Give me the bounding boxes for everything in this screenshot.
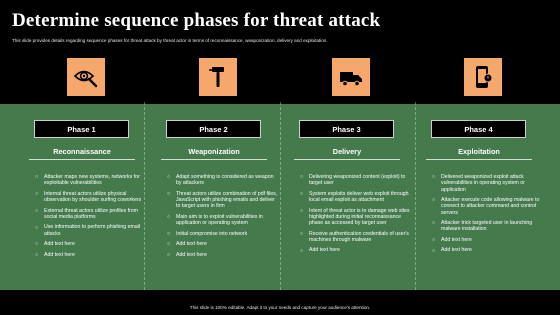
list-item: ○ Delivered weaponized exploit attack vulnerabilities in operating system or application — [432, 174, 525, 193]
list-item: ○ Main aim is to exploit vulnerabilities in application or operating system — [167, 213, 263, 227]
list-item: ○ Threat actors utilize combination of pdf files, JavaScript with phishing emails and deliver to target users in firm — [167, 190, 278, 210]
list-item: ○ Add text here — [432, 236, 472, 244]
list-item: ○ Attacker trick targeted user in launching malware installation — [432, 220, 533, 233]
list-item: ○ Receive authentication credentials of user's machines through malware — [300, 230, 409, 243]
slide-subtitle: This slide provides details regarding sequence phases for threat attack by threat actor in terms of reconnaissance, weaponization, delivery and exploitation. — [12, 38, 328, 43]
phase-1-rule — [29, 159, 135, 160]
list-item: ○ Add text here — [432, 247, 472, 254]
phase-4-rule — [426, 159, 532, 160]
eye-search-icon — [73, 64, 99, 90]
phase-3-bullets — [300, 174, 412, 258]
phase-3-label: Phase 3 — [299, 120, 394, 138]
list-item: ○ Add text here — [300, 247, 340, 254]
footer-note: This slide is 100% editable. Adapt it to your needs and capture your audience's attention. — [189, 305, 371, 310]
phase-2-bullets — [167, 174, 279, 262]
phase-column-3 — [302, 58, 424, 290]
phase-4-label: Phase 4 — [431, 120, 526, 138]
phase-column-2 — [169, 58, 291, 290]
phase-3-name: Delivery — [332, 147, 362, 156]
phase-4-icon-box — [464, 58, 502, 96]
phase-1-label: Phase 1 — [34, 120, 129, 138]
phase-1-bullets — [35, 174, 147, 262]
list-item: ○ Attacker execute code allowing malware to connect to attacker command and control servers — [432, 197, 540, 216]
list-item: ○ Use information to perform phishing email attacks — [35, 224, 141, 237]
list-item: ○ Internal threat actors utilize physical observation by shoulder surfing coworkers — [35, 190, 142, 204]
phase-2-icon-box — [199, 58, 237, 96]
mobile-alert-icon — [470, 64, 496, 90]
phase-2-rule — [161, 159, 267, 160]
phase-column-1 — [37, 58, 159, 290]
list-item: ○ Delivering weaponized content (exploit) to target user — [300, 174, 406, 187]
list-item: ○ External threat actors utilize profiles from social media platforms — [35, 207, 138, 220]
list-item: ○ Add text here — [167, 241, 207, 248]
phase-2-label: Phase 2 — [166, 120, 261, 138]
tools-icon — [205, 64, 231, 90]
phase-2-name: Weaponization — [188, 147, 240, 156]
phase-4-bullets — [432, 174, 544, 258]
list-item: ○ Attacker maps new systems, networks for exploitable vulnerabilities — [35, 174, 140, 187]
phase-1-icon-box — [67, 58, 105, 96]
list-item: ○ System exploits deliver web exploit through local email exploit as attachment — [300, 190, 409, 204]
list-item: ○ Adapt something is considered as weapon by attackers — [167, 174, 274, 187]
phase-1-name: Reconnaissance — [53, 147, 111, 156]
phase-3-rule — [294, 159, 400, 160]
phase-column-4 — [434, 58, 556, 290]
list-item: ○ Add text here — [35, 241, 75, 248]
list-item: ○ Initial compromise into network — [167, 230, 248, 237]
phase-4-name: Exploitation — [458, 147, 500, 156]
list-item: ○ Intent of threat actor is to damage web sites highlighted during initial reconnaissance phase as accessed by target user — [300, 207, 410, 227]
list-item: ○ Add text here — [167, 251, 207, 258]
slide-title: Determine sequence phases for threat attack — [12, 10, 381, 31]
delivery-truck-icon — [338, 64, 364, 90]
list-item: ○ Add text here — [35, 251, 75, 258]
phase-3-icon-box — [332, 58, 370, 96]
